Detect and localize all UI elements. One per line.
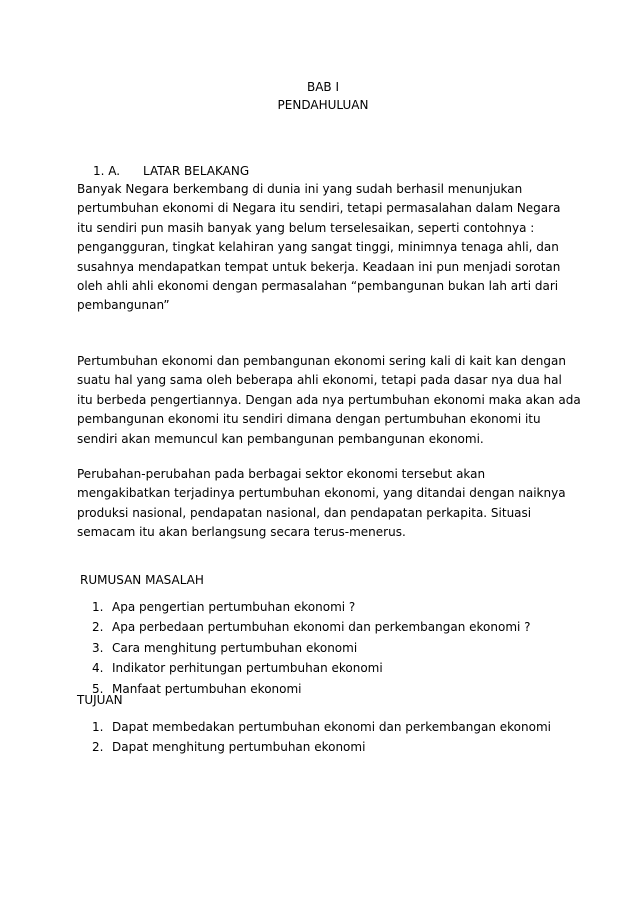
list-item bbox=[92, 638, 531, 658]
paragraph-1 bbox=[77, 180, 567, 316]
paragraph-line: pembangunan” bbox=[77, 298, 170, 313]
list-number: 4. bbox=[92, 661, 104, 676]
paragraph-line: semacam itu akan berlangsung secara terus-menerus. bbox=[77, 525, 406, 540]
paragraph-line: itu sendiri pun masih banyak yang belum terselesaikan, seperti contohnya : bbox=[77, 220, 535, 235]
paragraph-3 bbox=[77, 465, 567, 543]
paragraph-line: suatu hal yang sama oleh beberapa ahli ekonomi, tetapi pada dasar nya dua hal bbox=[77, 373, 562, 388]
section-number: 1. A. bbox=[93, 164, 121, 178]
list-text: Apa perbedaan pertumbuhan ekonomi dan perkembangan ekonomi ? bbox=[112, 620, 531, 635]
list-text: Cara menghitung pertumbuhan ekonomi bbox=[112, 640, 358, 655]
list-item bbox=[92, 737, 551, 757]
list-text: Dapat membedakan pertumbuhan ekonomi dan perkembangan ekonomi bbox=[112, 720, 551, 734]
rumusan-list bbox=[92, 597, 531, 699]
rumusan-heading: RUMUSAN MASALAH bbox=[80, 573, 204, 587]
list-text: Indikator perhitungan pertumbuhan ekonomi bbox=[112, 661, 383, 676]
paragraph-line: sendiri akan memuncul kan pembangunan pembangunan ekonomi. bbox=[77, 431, 484, 446]
list-number: 2. bbox=[92, 740, 104, 755]
paragraph-line: pertumbuhan ekonomi di Negara itu sendiri, tetapi permasalahan dalam Negara bbox=[77, 201, 561, 216]
chapter-heading: BAB I bbox=[306, 80, 340, 94]
chapter-title: PENDAHULUAN bbox=[277, 98, 369, 112]
list-text: Dapat menghitung pertumbuhan ekonomi bbox=[112, 740, 366, 755]
paragraph-line: Banyak Negara berkembang di dunia ini yang sudah berhasil menunjukan bbox=[77, 182, 523, 196]
list-number: 1. bbox=[92, 720, 104, 734]
list-text: Apa pengertian pertumbuhan ekonomi ? bbox=[112, 600, 356, 614]
paragraph-line: Perubahan-perubahan pada berbagai sektor ekonomi tersebut akan bbox=[77, 467, 486, 481]
list-item bbox=[92, 658, 531, 678]
list-item bbox=[92, 717, 551, 737]
paragraph-2 bbox=[77, 352, 581, 449]
paragraph-line: Pertumbuhan ekonomi dan pembangunan ekonomi sering kali di kait kan dengan bbox=[77, 354, 566, 368]
paragraph-line: pengangguran, tingkat kelahiran yang sangat tinggi, minimnya tenaga ahli, dan bbox=[77, 240, 559, 255]
list-number: 2. bbox=[92, 620, 104, 635]
tujuan-heading: TUJUAN bbox=[77, 693, 123, 707]
paragraph-line: oleh ahli ahli ekonomi dengan permasalahan “pembangunan bukan lah arti dari bbox=[77, 279, 559, 294]
paragraph-line: pembangunan ekonomi itu sendiri dimana dengan pertumbuhan ekonomi itu bbox=[77, 412, 541, 427]
list-item bbox=[92, 597, 531, 617]
list-item bbox=[92, 679, 531, 699]
list-item bbox=[92, 617, 531, 637]
list-number: 5. bbox=[92, 681, 104, 696]
paragraph-line: itu berbeda pengertiannya. Dengan ada nya pertumbuhan ekonomi maka akan ada bbox=[77, 392, 581, 407]
paragraph-line: susahnya mendapatkan tempat untuk bekerja. Keadaan ini pun menjadi sorotan bbox=[77, 259, 561, 274]
paragraph-line: produksi nasional, pendapatan nasional, dan pendapatan perkapita. Situasi bbox=[77, 505, 532, 520]
tujuan-list bbox=[92, 717, 551, 758]
list-text: Manfaat pertumbuhan ekonomi bbox=[112, 681, 302, 696]
section-heading bbox=[93, 164, 249, 178]
paragraph-line: mengakibatkan terjadinya pertumbuhan ekonomi, yang ditandai dengan naiknya bbox=[77, 486, 566, 501]
section-title: LATAR BELAKANG bbox=[143, 164, 250, 178]
list-number: 3. bbox=[92, 640, 104, 655]
list-number: 1. bbox=[92, 600, 104, 614]
